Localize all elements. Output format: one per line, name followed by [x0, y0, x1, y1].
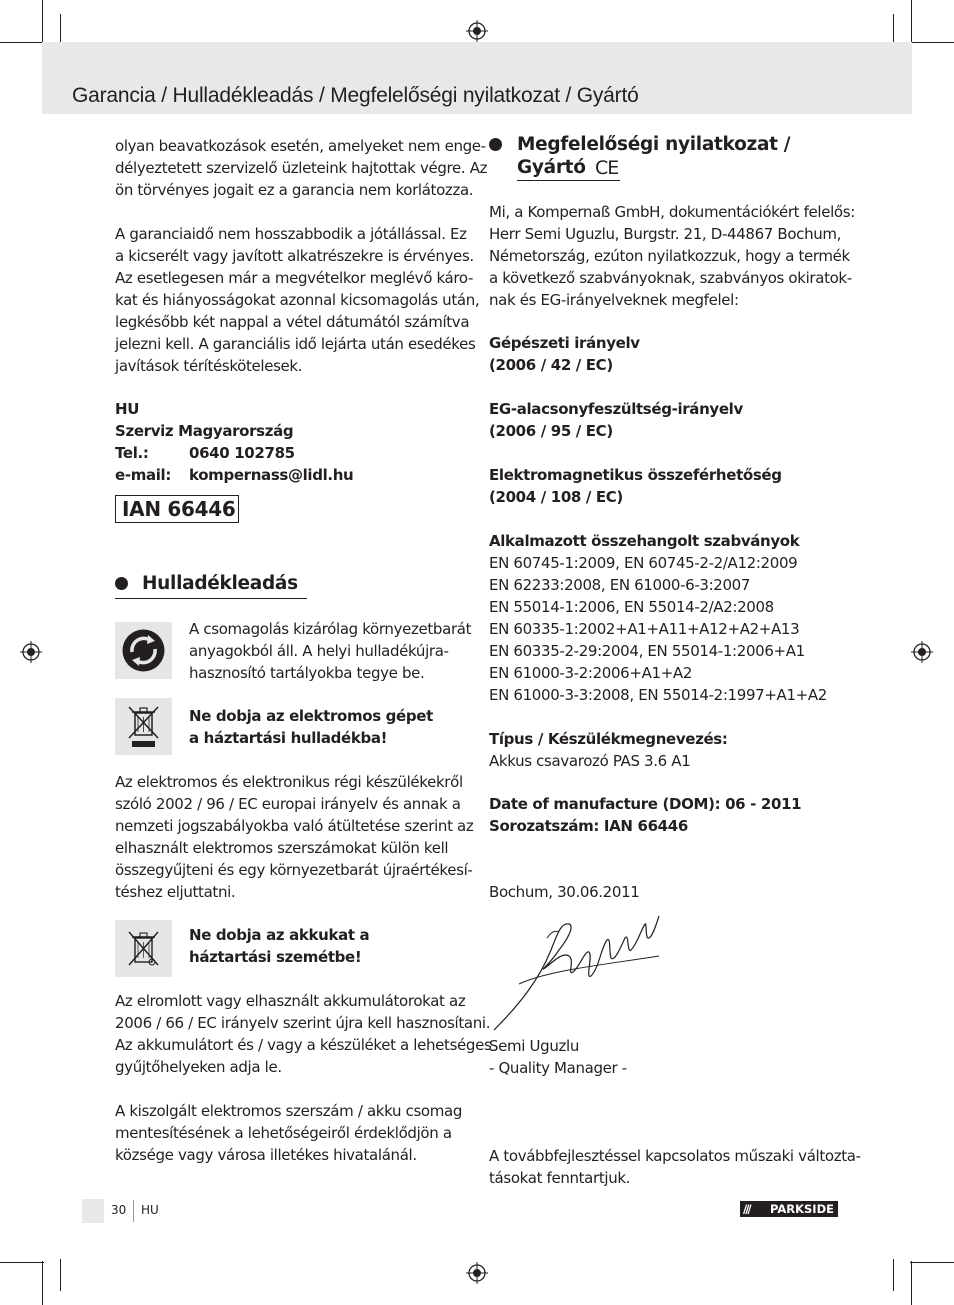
ce-mark-icon: CE — [595, 157, 619, 179]
language-code: HU — [141, 1203, 159, 1217]
brand-name: PARKSIDE — [769, 1202, 834, 1216]
section-underline — [517, 180, 620, 181]
warranty-paragraph: olyan beavatkozások esetén, amelyeket nem enge- délyeztetett szervizelő üzleteink hajtottak végre. Az ön törvényes jogait ez a garancia nem korlátozza. — [115, 137, 488, 199]
page-title: Garancia / Hulladékleadás / Megfelelőségi nyilatkozat / Gyártó — [72, 84, 639, 107]
recycle-icon — [115, 622, 172, 679]
type-value: Akkus csavarozó PAS 3.6 A1 — [489, 752, 691, 770]
directive-emc: Elektromagnetikus összeférhetőség (2004 / 108 / EC) — [489, 466, 782, 506]
service-tel-label: Tel.: — [115, 444, 149, 462]
crop-mark — [893, 1259, 894, 1291]
conformity-section-title-2: Gyártó — [517, 157, 586, 178]
battery-text: Az elromlott vagy elhasznált akkumulátorokat az 2006 / 66 / EC irányelv szerint újra kell hasznosítani. Az akkumulátort és / vagy a készüléket a lehetséges gyűjtőhelyeken adja le. — [115, 992, 492, 1076]
service-country: HU — [115, 400, 140, 418]
conformity-section-title: Megfelelőségi nyilatkozat / — [517, 134, 791, 155]
date-of-manufacture: Date of manufacture (DOM): 06 - 2011 — [489, 795, 802, 813]
weee-text: Az elektromos és elektronikus régi készülékekről szóló 2002 / 96 / EC europai irányelv és annak a nemzeti jogszabályokba való átültetése szerint az elhasznált elektromos szerszámokat külön kell összegyűjteni és egy környezetbarát újraértékesí- téshez eljuttatni. — [115, 773, 474, 901]
signer-role: - Quality Manager - — [489, 1059, 627, 1077]
registration-mark-icon — [466, 1262, 488, 1284]
section-bullet-icon — [489, 138, 502, 151]
logo-stripes-icon: /// — [743, 1202, 750, 1216]
crop-mark — [910, 42, 954, 43]
recycle-text: A csomagolás kizárólag környezetbarát anyagokból áll. A helyi hulladékújra- hasznosító tartályokba tegye be. — [189, 620, 472, 682]
registration-mark-icon — [20, 641, 42, 663]
page-number: 30 — [111, 1203, 127, 1217]
disposal-section-title: Hulladékleadás — [142, 573, 298, 594]
directive-machinery: Gépészeti irányelv (2006 / 42 / EC) — [489, 334, 640, 374]
signature — [489, 910, 669, 1035]
parkside-logo — [740, 1201, 838, 1217]
final-disposal-text: A kiszolgált elektromos szerszám / akku csomag mentesítésének a lehetőségeiről érdeklődjön a községe vagy városa illetékes hivatalánál. — [115, 1102, 463, 1164]
battery-bin-icon — [115, 920, 172, 977]
crop-mark — [910, 1262, 954, 1263]
type-title: Típus / Készülékmegnevezés: — [489, 730, 728, 748]
weee-warning: Ne dobja az elektromos gépet a háztartási hulladékba! — [189, 707, 433, 747]
crop-mark — [911, 0, 912, 44]
standards-title: Alkalmazott összehangolt szabványok — [489, 532, 800, 550]
signer-name: Semi Uguzlu — [489, 1037, 580, 1055]
section-underline — [115, 598, 307, 599]
crop-mark — [911, 1261, 912, 1305]
ian-badge: IAN 66446 — [115, 495, 239, 523]
standards-list: EN 60745-1:2009, EN 60745-2-2/A12:2009 EN 62233:2008, EN 61000-6-3:2007 EN 55014-1:2006, EN 55014-2/A2:2008 EN 60335-1:2002+A1+A11+A12+A2+A13 EN 60335-2-29:2004, EN 55014-1:2006+A1 EN 61000-3-2:2006+A1+A2 EN 61000-3-3:2008, EN 55014-2:1997+A1+A2 — [489, 554, 827, 704]
service-tel-value: 0640 102785 — [189, 444, 295, 462]
place-date: Bochum, 30.06.2011 — [489, 883, 640, 901]
service-email-value: kompernass@lidl.hu — [189, 466, 354, 484]
directive-low-voltage: EG-alacsonyfeszültség-irányelv (2006 / 95 / EC) — [489, 400, 743, 440]
crop-mark — [42, 0, 43, 44]
conformity-intro: Mi, a Kompernaß GmbH, dokumentációkért felelős: Herr Semi Uguzlu, Burgstr. 21, D-44867 Bochum, Németország, ezúton nyilatkozzuk, hogy a termék a következő szabványoknak, szabványos okiratok- nak és EG-irányelveknek megfelel: — [489, 203, 855, 309]
battery-warning: Ne dobja az akkukat a háztartási szemétbe! — [189, 926, 370, 966]
warranty-paragraph: A garanciaidő nem hosszabbodik a jótállással. Ez a kicserélt vagy javított alkatrészekre is érvényes. Az esetlegesen már a megvételkor meglévő káro- kat és hiányosságokat azonnal kicsomagolás után, legkésőbb két nappal a vétel dátumától számítva jelezni kell. A garanciális idő lejárta után esedékes javítások térítéskötelesek. — [115, 225, 480, 375]
crop-mark — [0, 42, 44, 43]
serial-number: Sorozatszám: IAN 66446 — [489, 817, 688, 835]
weee-bin-icon — [115, 698, 172, 755]
crop-mark — [0, 1262, 44, 1263]
registration-mark-icon — [466, 20, 488, 42]
closing-note: A továbbfejlesztéssel kapcsolatos műszaki változta- tásokat fenntartjuk. — [489, 1147, 861, 1187]
footer-divider — [133, 1200, 134, 1222]
crop-mark — [42, 1261, 43, 1305]
footer-tab — [82, 1199, 104, 1223]
registration-mark-icon — [911, 641, 933, 663]
service-name: Szerviz Magyarország — [115, 422, 294, 440]
service-email-label: e-mail: — [115, 466, 171, 484]
section-bullet-icon — [115, 577, 128, 590]
crop-mark — [60, 1259, 61, 1291]
